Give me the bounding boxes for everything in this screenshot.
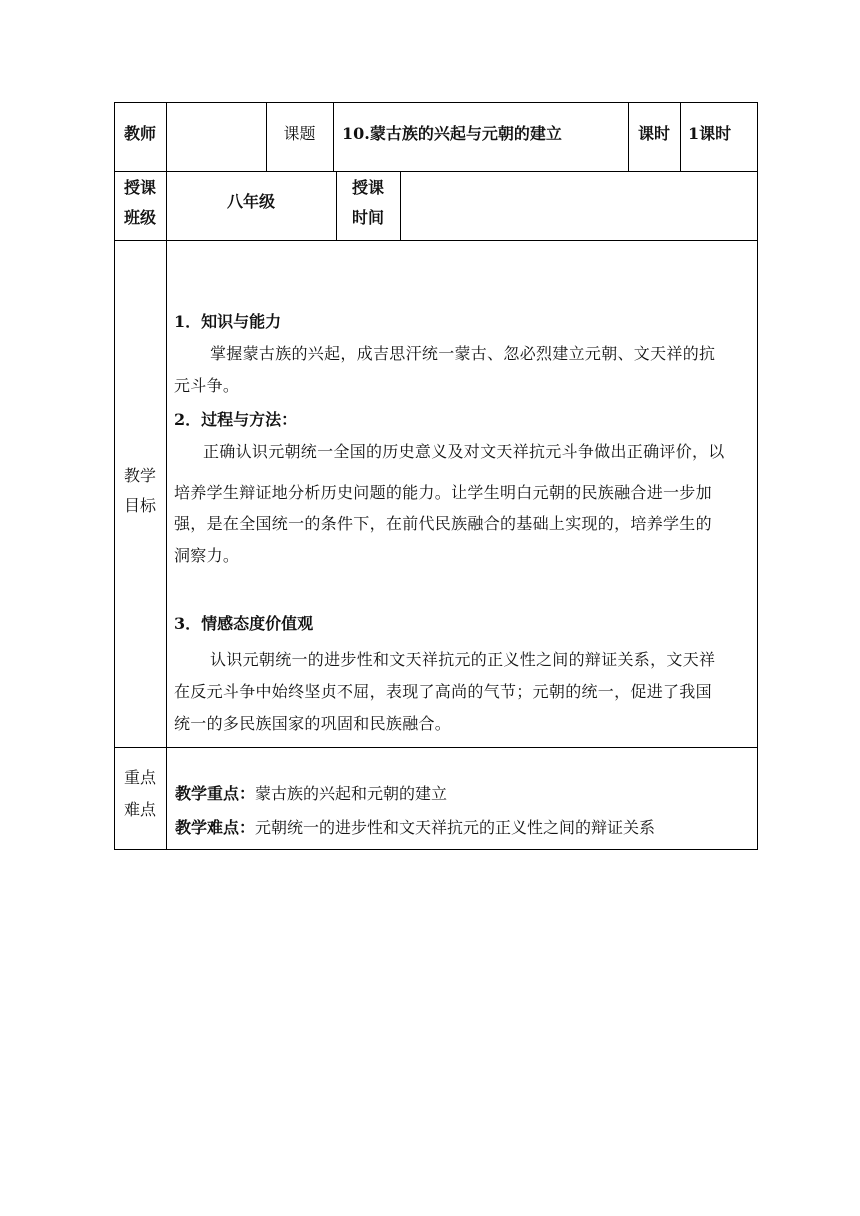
table-row-divider-2 [114, 240, 758, 241]
keypoints-label-line1: 重点 [123, 768, 156, 787]
period-label: 课时 [637, 124, 670, 143]
table-border-right [757, 102, 758, 850]
objective-section2-line3: 强，是在全国统一的条件下，在前代民族融合的基础上实现的，培养学生的 [174, 514, 712, 533]
objective-section1-title: 1．知识与能力 [174, 312, 282, 331]
teacher-label: 教师 [123, 124, 156, 143]
objectives-label-line1: 教学 [123, 466, 156, 485]
objective-section2-line4: 洞察力。 [174, 546, 240, 565]
difficult-point-label: 教学难点： [175, 818, 256, 837]
row1-divider-d [680, 102, 681, 172]
table-row-divider-3 [114, 747, 758, 748]
objective-section3-line2: 在反元斗争中始终坚贞不屈，表现了高尚的气节；元朝的统一，促进了我国 [174, 682, 712, 701]
period-value: 1课时 [688, 124, 732, 143]
objective-section2-line1: 正确认识元朝统一全国的历史意义及对文天祥抗元斗争做出正确评价，以 [203, 442, 725, 461]
objective-section3-line1: 认识元朝统一的进步性和文天祥抗元的正义性之间的辩证关系，文天祥 [210, 650, 716, 669]
row1-divider-b [333, 102, 334, 172]
key-point-value: 蒙古族的兴起和元朝的建立 [255, 784, 448, 803]
key-point-line [175, 780, 447, 808]
time-label-line2: 时间 [351, 208, 384, 227]
difficult-point-value: 元朝统一的进步性和文天祥抗元的正义性之间的辩证关系 [255, 818, 656, 837]
objective-section2-line2: 培养学生辩证地分析历史问题的能力。让学生明白元朝的民族融合进一步加 [174, 483, 712, 502]
table-border-top [114, 102, 758, 103]
table-row-divider-1 [114, 171, 758, 172]
objective-section3-line3: 统一的多民族国家的巩固和民族融合。 [174, 714, 452, 733]
class-value: 八年级 [226, 192, 275, 211]
objectives-label-line2: 目标 [123, 496, 156, 515]
difficult-point-line [175, 814, 655, 842]
class-label-line2: 班级 [123, 208, 156, 227]
objective-section1-line2: 元斗争。 [174, 376, 240, 395]
class-label-line1: 授课 [123, 178, 156, 197]
topic-value: 10.蒙古族的兴起与元朝的建立 [342, 124, 562, 143]
keypoints-label-line2: 难点 [123, 800, 156, 819]
objective-section2-title: 2．过程与方法： [174, 410, 298, 429]
key-point-label: 教学重点： [175, 784, 256, 803]
objective-section1-line1: 掌握蒙古族的兴起，成吉思汗统一蒙古、忽必烈建立元朝、文天祥的抗 [210, 344, 716, 363]
table-border-bottom [114, 849, 758, 850]
topic-label: 课题 [283, 124, 316, 143]
time-label-line1: 授课 [351, 178, 384, 197]
objective-section3-title: 3．情感态度价值观 [174, 614, 314, 633]
row2-divider-b [400, 171, 401, 241]
